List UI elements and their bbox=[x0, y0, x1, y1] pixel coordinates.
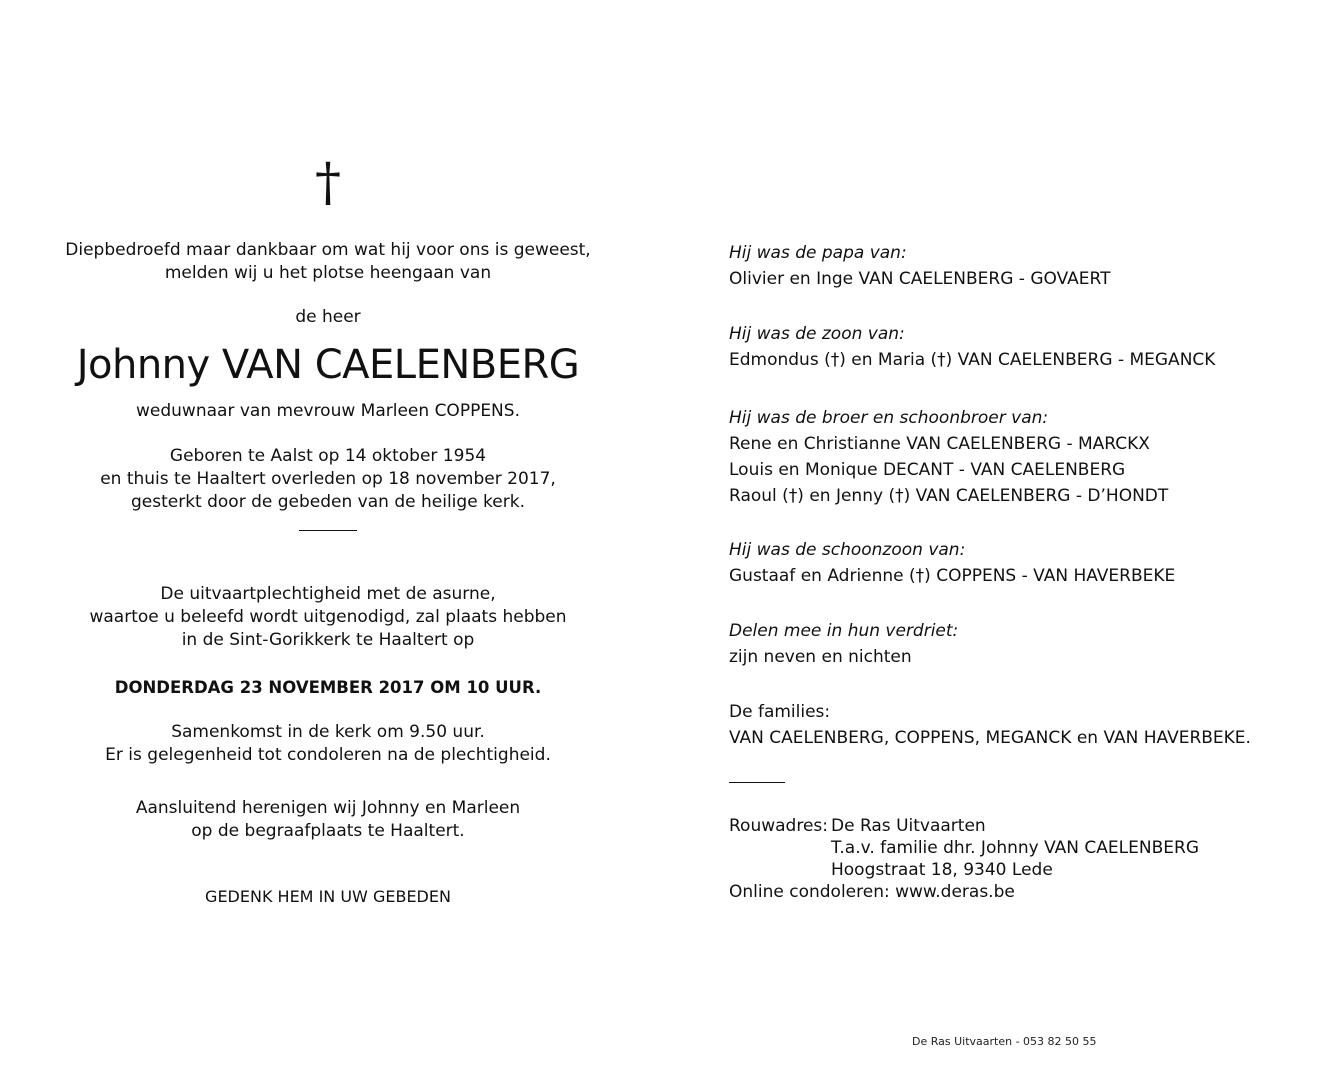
block-line: Raoul (†) en Jenny (†) VAN CAELENBERG - D’HONDT bbox=[729, 486, 1169, 506]
block-line: Louis en Monique DECANT - VAN CAELENBERG bbox=[729, 460, 1126, 480]
address-line: Hoogstraat 18, 9340 Lede bbox=[831, 860, 1053, 880]
block-heading: Hij was de broer en schoonbroer van: bbox=[729, 408, 1049, 428]
family-block-zoon bbox=[729, 321, 1309, 373]
block-line: Gustaaf en Adrienne (†) COPPENS - VAN HAVERBEKE bbox=[729, 566, 1176, 586]
widower-text: weduwnaar van mevrouw Marleen COPPENS. bbox=[136, 401, 520, 421]
remember-text: GEDENK HEM IN UW GEBEDEN bbox=[205, 887, 451, 906]
block-heading: De families: bbox=[729, 702, 831, 722]
cross-icon: † bbox=[315, 153, 341, 213]
family-block-broer bbox=[729, 405, 1309, 509]
burial-line: op de begraafplaats te Haaltert. bbox=[191, 821, 465, 841]
burial-line: Aansluitend herenigen wij Johnny en Marleen bbox=[135, 798, 521, 818]
divider bbox=[299, 530, 357, 531]
divider bbox=[729, 782, 785, 783]
family-block-delen bbox=[729, 618, 1309, 670]
block-heading: Hij was de zoon van: bbox=[729, 324, 905, 344]
intro-line: melden wij u het plotse heengaan van bbox=[164, 263, 492, 283]
ceremony-line: De uitvaartplechtigheid met de asurne, bbox=[160, 584, 496, 604]
born-line: gesterkt door de gebeden van de heilige kerk. bbox=[130, 492, 525, 512]
ceremony-line: waartoe u beleefd wordt uitgenodigd, zal plaats hebben bbox=[89, 607, 567, 627]
gathering-text bbox=[58, 721, 598, 767]
online-condolence: Online condoleren: www.deras.be bbox=[729, 882, 1015, 902]
block-heading: Hij was de schoonzoon van: bbox=[729, 540, 966, 560]
born-line: en thuis te Haaltert overleden op 18 november 2017, bbox=[100, 469, 556, 489]
address-label: Rouwadres: bbox=[729, 816, 828, 836]
ceremony-date: DONDERDAG 23 NOVEMBER 2017 OM 10 UUR. bbox=[114, 678, 542, 697]
family-block-papa bbox=[729, 240, 1309, 292]
block-line: Olivier en Inge VAN CAELENBERG - GOVAERT bbox=[729, 269, 1111, 289]
block-line: VAN CAELENBERG, COPPENS, MEGANCK en VAN HAVERBEKE. bbox=[729, 728, 1251, 748]
block-heading: Delen mee in hun verdriet: bbox=[729, 621, 959, 641]
block-line: Rene en Christianne VAN CAELENBERG - MARCKX bbox=[729, 434, 1150, 454]
burial-text bbox=[58, 797, 598, 843]
block-line: zijn neven en nichten bbox=[729, 647, 912, 667]
block-line: Edmondus (†) en Maria (†) VAN CAELENBERG - MEGANCK bbox=[729, 350, 1216, 370]
address-line: T.a.v. familie dhr. Johnny VAN CAELENBERG bbox=[831, 838, 1199, 858]
deceased-name: Johnny VAN CAELENBERG bbox=[76, 342, 580, 388]
footer-text: De Ras Uitvaarten - 053 82 50 55 bbox=[912, 1035, 1097, 1048]
birth-death-text bbox=[58, 445, 598, 514]
gathering-line: Er is gelegenheid tot condoleren na de plechtigheid. bbox=[105, 745, 551, 765]
address-row bbox=[729, 815, 1309, 837]
intro-text bbox=[58, 239, 598, 285]
salutation: de heer bbox=[295, 307, 361, 327]
address-line: De Ras Uitvaarten bbox=[831, 816, 986, 836]
family-block-families bbox=[729, 699, 1309, 751]
block-heading: Hij was de papa van: bbox=[729, 243, 907, 263]
born-line: Geboren te Aalst op 14 oktober 1954 bbox=[169, 446, 487, 466]
intro-line: Diepbedroefd maar dankbaar om wat hij voor ons is geweest, bbox=[65, 240, 591, 260]
ceremony-text bbox=[58, 583, 598, 652]
ceremony-line: in de Sint-Gorikkerk te Haaltert op bbox=[181, 630, 475, 650]
gathering-line: Samenkomst in de kerk om 9.50 uur. bbox=[171, 722, 485, 742]
mourning-address bbox=[729, 815, 1309, 903]
family-block-schoonzoon bbox=[729, 537, 1309, 589]
